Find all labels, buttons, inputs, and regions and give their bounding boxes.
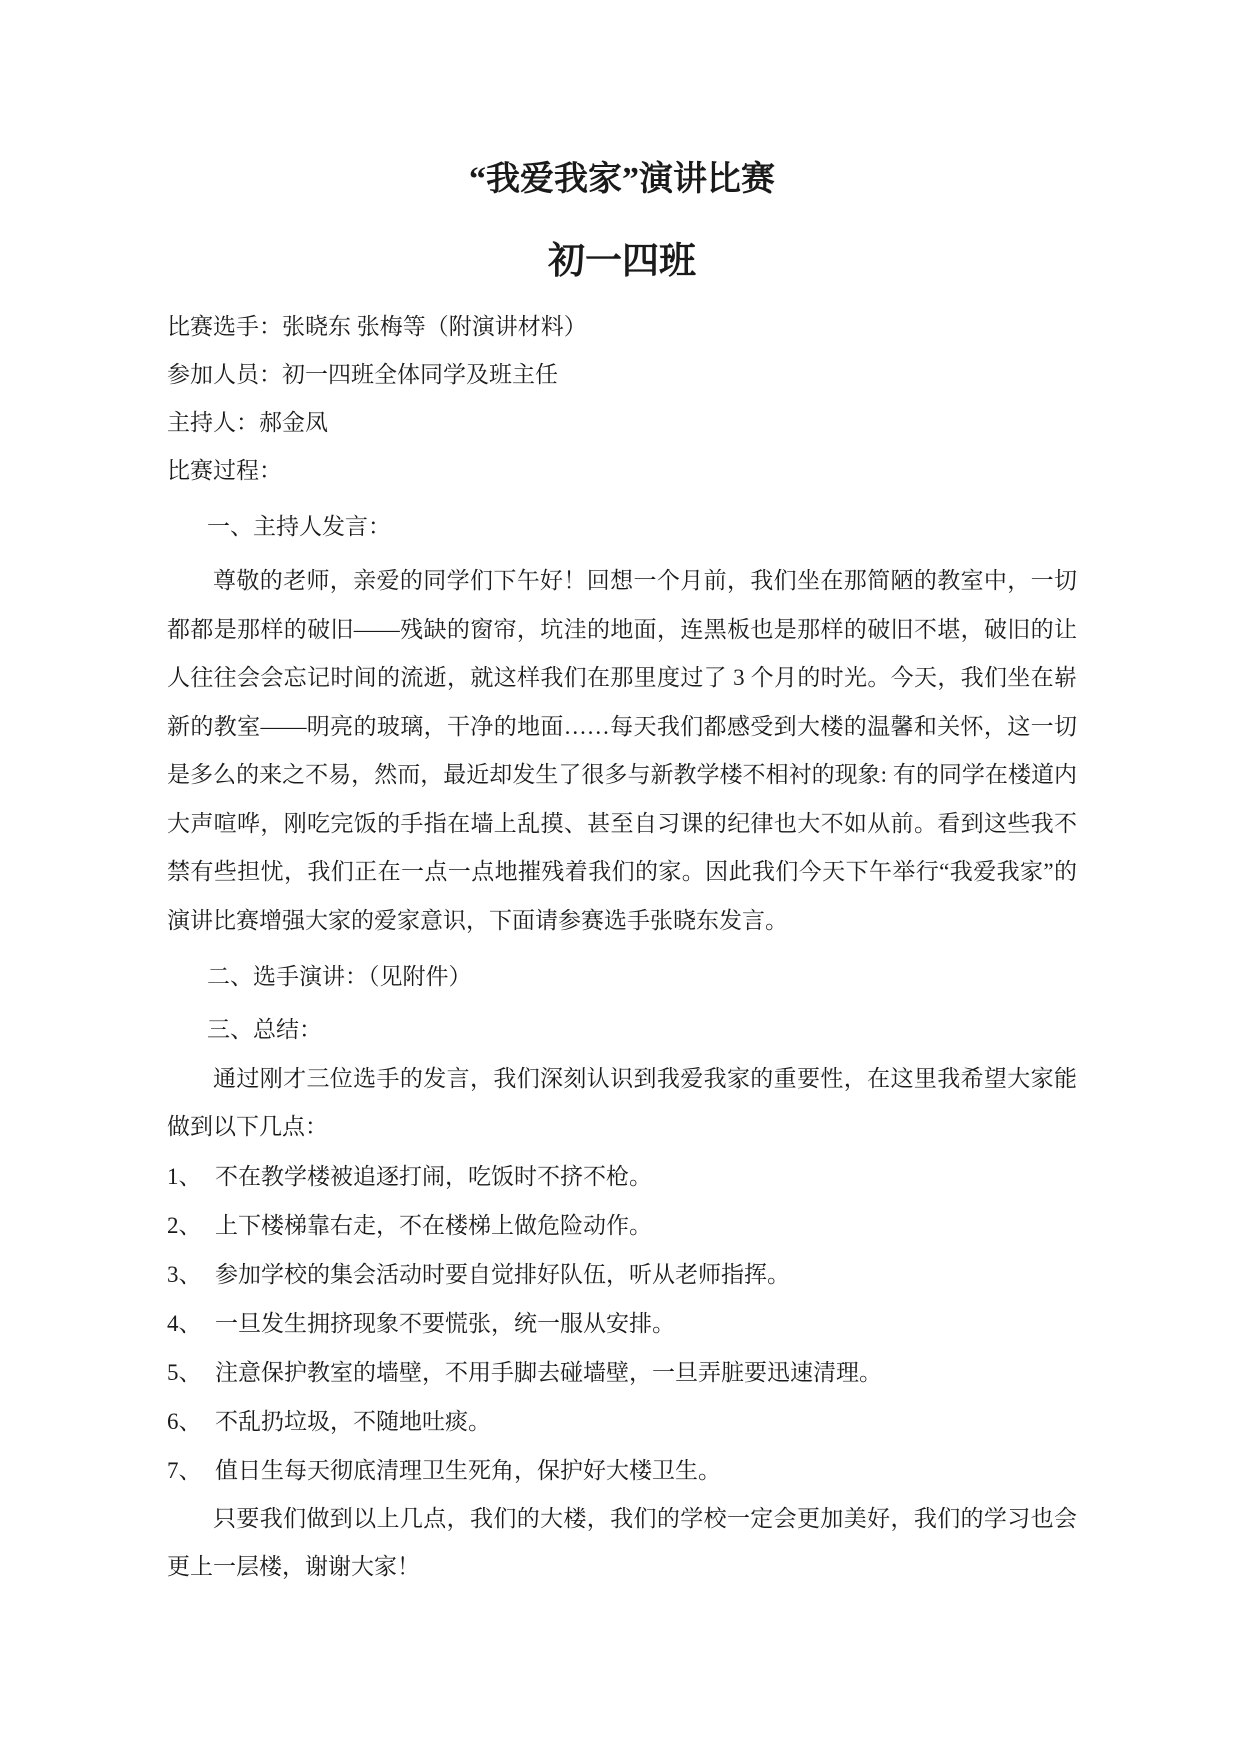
- rule-item: [167, 1348, 1077, 1397]
- rule-number: 6、: [167, 1409, 202, 1434]
- rule-number: 5、: [167, 1360, 202, 1385]
- rule-text: 参加学校的集会活动时要自觉排好队伍，听从老师指挥。: [215, 1262, 790, 1287]
- host-line: 主持人：郝金凤: [167, 410, 328, 435]
- doc-title: “我爱我家”演讲比赛: [469, 161, 775, 198]
- rule-text: 上下楼梯靠右走，不在楼梯上做危险动作。: [215, 1213, 652, 1238]
- host-speech-paragraph: 尊敬的老师，亲爱的同学们下午好！回想一个月前，我们坐在那简陋的教室中，一切都都是那样的破旧——残缺的窗帘，坑洼的地面，连黑板也是那样的破旧不堪，破旧的让人往往会会忘记时间的流逝，就这样我们在那里度过了 3 个月的时光。今天，我们坐在崭新的教室——明亮的玻璃，干净的地面……每天我们都感受到大楼的温馨和关怀，这一切是多么的来之不易，然而，最近却发生了很多与新教学楼不相衬的现象: 有的同学在楼道内大声喧哗，刚吃完饭的手指在墙上乱摸、甚至自习课的纪律也大不如从前。看到这些我不禁有些担忧，我们正在一点一点地摧残着我们的家。因此我们今天下午举行“我爱我家”的演讲比赛增强大家的爱家意识，下面请参赛选手张晓东发言。: [167, 568, 1077, 933]
- contestants-line: 比赛选手：张晓东 张梅等（附演讲材料）: [167, 314, 587, 339]
- rule-list: [167, 1152, 1077, 1495]
- section-three-heading: 三、总结：: [207, 1017, 322, 1042]
- rule-text: 不乱扔垃圾，不随地吐痰。: [215, 1409, 491, 1434]
- section-two-heading: 二、选手演讲：（见附件）: [207, 964, 472, 989]
- closing-paragraph: 只要我们做到以上几点，我们的大楼，我们的学校一定会更加美好，我们的学习也会更上一层楼，谢谢大家！: [167, 1506, 1077, 1579]
- rule-number: 4、: [167, 1311, 202, 1336]
- rule-text: 一旦发生拥挤现象不要慌张，统一服从安排。: [215, 1311, 675, 1336]
- info-block: [167, 303, 1077, 495]
- rule-item: [167, 1397, 1077, 1446]
- rule-number: 1、: [167, 1164, 202, 1189]
- rule-number: 2、: [167, 1213, 202, 1238]
- rule-text: 不在教学楼被追逐打闹，吃饭时不挤不枪。: [215, 1164, 652, 1189]
- rule-number: 7、: [167, 1458, 202, 1483]
- rule-item: [167, 1299, 1077, 1348]
- rule-item: [167, 1446, 1077, 1495]
- rule-number: 3、: [167, 1262, 202, 1287]
- summary-intro-paragraph: 通过刚才三位选手的发言，我们深刻认识到我爱我家的重要性，在这里我希望大家能做到以下几点：: [167, 1066, 1077, 1139]
- doc-subtitle: 初一四班: [548, 241, 696, 282]
- rule-item: [167, 1201, 1077, 1250]
- process-line: 比赛过程：: [167, 458, 282, 483]
- participants-line: 参加人员：初一四班全体同学及班主任: [167, 362, 558, 387]
- rule-item: [167, 1250, 1077, 1299]
- rule-text: 注意保护教室的墙壁，不用手脚去碰墙壁，一旦弄脏要迅速清理。: [215, 1360, 882, 1385]
- rule-item: [167, 1152, 1077, 1201]
- section-one-heading: 一、主持人发言：: [207, 514, 391, 539]
- rule-text: 值日生每天彻底清理卫生死角，保护好大楼卫生。: [215, 1458, 721, 1483]
